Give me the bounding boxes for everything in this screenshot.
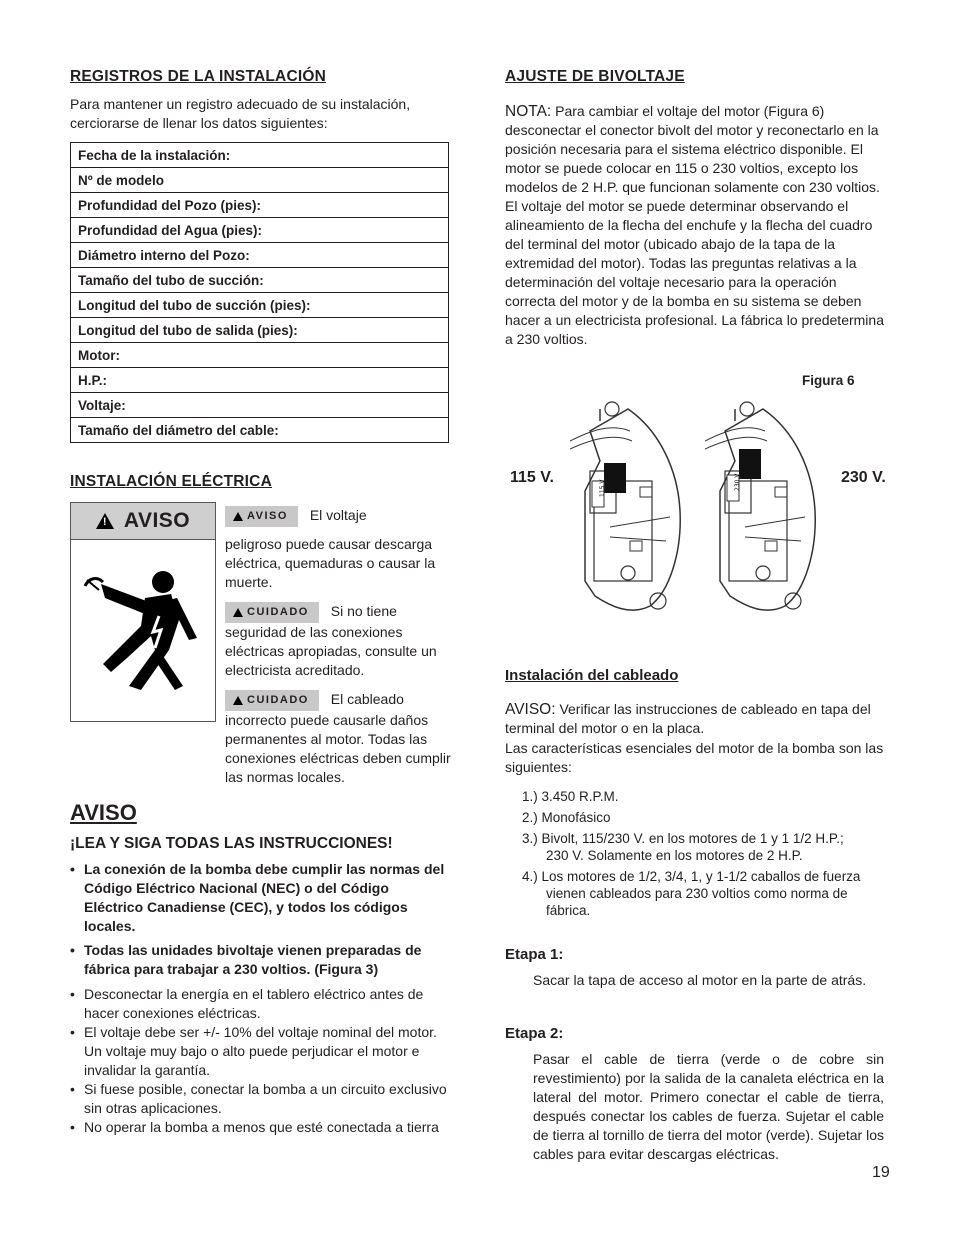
badge-label: AVISO bbox=[247, 510, 288, 522]
table-row bbox=[71, 393, 449, 418]
table-cell: Motor: bbox=[71, 343, 449, 368]
warning-text-start: El cableado bbox=[330, 691, 404, 708]
aviso-label: AVISO: bbox=[505, 701, 556, 718]
table-cell: Nº de modelo bbox=[71, 168, 449, 193]
warning-triangle-icon bbox=[233, 696, 243, 705]
list-item: • Desconectar la energía en el tablero eléctrico antes de hacer conexiones eléctricas. bbox=[70, 985, 450, 1023]
aviso-text: Verificar las instrucciones de cableado en tapa del terminal del motor o en la placa. bbox=[505, 701, 871, 736]
table-row bbox=[71, 143, 449, 168]
table-cell: Profundidad del Agua (pies): bbox=[71, 218, 449, 243]
list-item: 2.) Monofásico bbox=[522, 810, 611, 825]
table-row bbox=[71, 193, 449, 218]
warning-box-header bbox=[71, 503, 215, 540]
label-115v: 115 V. bbox=[510, 469, 554, 486]
table-row bbox=[71, 368, 449, 393]
table-row bbox=[71, 343, 449, 368]
figure-caption: Figura 6 bbox=[802, 373, 855, 388]
terminal-diagram-230v bbox=[705, 401, 830, 616]
table-cell: Longitud del tubo de succión (pies): bbox=[71, 293, 449, 318]
registros-table bbox=[70, 142, 449, 443]
table-row bbox=[71, 243, 449, 268]
registros-heading: REGISTROS DE LA INSTALACIÓN bbox=[70, 68, 326, 85]
warning-text-start: El voltaje bbox=[309, 507, 367, 524]
electrica-heading: INSTALACIÓN ELÉCTRICA bbox=[70, 473, 272, 490]
warning-text-start: Si no tiene bbox=[330, 603, 397, 620]
list-item: 1.) 3.450 R.P.M. bbox=[522, 789, 619, 804]
table-row bbox=[71, 168, 449, 193]
etapa2-text: Pasar el cable de tierra (verde o de cobre sin revestimiento) por la salida de la canaleta eléctrica en la lateral del motor. Primero conectar el cable de tierra, después conectar los cables de fuerza. Sujetar el cable de tierra al tornillo de tierra del motor (verde). Sujetar los cables para evitar descargas eléctricas. bbox=[533, 1051, 884, 1162]
nota-text: Para cambiar el voltaje del motor (Figura 6) desconectar el conector bivolt del motor y reconectarlo en la posición necesaria para el sistema eléctrico disponible. El motor se puede colocar en 115 o 230 voltios, excepto los modelos de 2 H.P. que funcionan solamente con 230 voltios. El voltaje del motor se puede determinar observando el alineamiento de la flecha del enchufe y la flecha del cuadro del terminal del motor (ubicado abajo de la tapa de la extremidad del motor). Todas las preguntas relativas a la determinación del voltaje necesario para la operación correcta del motor y de la bomba en su sistema se deben hacer a un electricista profesional. La fábrica lo predetermina a 230 voltios. bbox=[505, 103, 884, 347]
list-item: • Si fuese posible, conectar la bomba a un circuito exclusivo sin otras aplicaciones. bbox=[70, 1080, 450, 1118]
etapa1-text: Sacar la tapa de acceso al motor en la parte de atrás. bbox=[533, 972, 867, 988]
voltage-figure bbox=[505, 401, 895, 641]
table-cell: Diámetro interno del Pozo: bbox=[71, 243, 449, 268]
table-cell: Tamaño del diámetro del cable: bbox=[71, 418, 449, 443]
cableado-intro: Las características esenciales del motor de la bomba son las siguientes: bbox=[505, 740, 884, 775]
table-cell: H.P.: bbox=[71, 368, 449, 393]
aviso-badge bbox=[225, 506, 298, 527]
aviso-heading: AVISO bbox=[70, 800, 137, 825]
list-item: 3.) Bivolt, 115/230 V. en los motores de 1 y 1 1/2 H.P.; 230 V. Solamente en los motores de 2 H.P. bbox=[522, 831, 844, 863]
electric-shock-icon bbox=[71, 540, 213, 720]
warning-text: seguridad de las conexiones eléctricas apropiadas, consulte un electricista acreditado. bbox=[225, 624, 437, 678]
shock-warning-box bbox=[70, 502, 216, 722]
bivoltaje-heading: AJUSTE DE BIVOLTAJE bbox=[505, 68, 685, 85]
warning-cuidado-connections bbox=[225, 602, 453, 680]
aviso-bullet-list bbox=[70, 860, 450, 1137]
svg-text:115 V: 115 V bbox=[599, 479, 606, 497]
page-number: 19 bbox=[872, 1164, 890, 1181]
list-item: • No operar la bomba a menos que esté conectada a tierra bbox=[70, 1118, 450, 1137]
motor-characteristics-list bbox=[505, 788, 865, 923]
label-230v: 230 V. bbox=[841, 469, 886, 486]
warning-text: incorrecto puede causarle daños permanentes al motor. Todas las conexiones eléctricas deben cumplir las normas locales. bbox=[225, 712, 451, 785]
terminal-diagram-115v bbox=[570, 401, 695, 616]
table-cell: Longitud del tubo de salida (pies): bbox=[71, 318, 449, 343]
warning-text: peligroso puede causar descarga eléctrica, quemaduras o causar la muerte. bbox=[225, 536, 436, 590]
cableado-aviso bbox=[505, 700, 885, 738]
cuidado-badge bbox=[225, 690, 319, 711]
aviso-subtitle: ¡LEA Y SIGA TODAS LAS INSTRUCCIONES! bbox=[70, 835, 393, 852]
table-row bbox=[71, 418, 449, 443]
table-cell: Voltaje: bbox=[71, 393, 449, 418]
list-item: 4.) Los motores de 1/2, 3/4, 1, y 1-1/2 caballos de fuerza vienen cableados para 230 voltios como norma de fábrica. bbox=[522, 869, 861, 918]
table-row bbox=[71, 268, 449, 293]
warning-aviso-voltage bbox=[225, 506, 453, 592]
registros-intro: Para mantener un registro adecuado de su instalación, cerciorarse de llenar los datos siguientes: bbox=[70, 96, 411, 131]
nota-label: NOTA: bbox=[505, 103, 552, 120]
cuidado-badge bbox=[225, 602, 319, 623]
warning-box-title: AVISO bbox=[123, 509, 191, 532]
table-row bbox=[71, 218, 449, 243]
warning-triangle-icon bbox=[233, 608, 243, 617]
table-cell: Profundidad del Pozo (pies): bbox=[71, 193, 449, 218]
badge-label: CUIDADO bbox=[247, 694, 309, 706]
table-row bbox=[71, 318, 449, 343]
cableado-heading: Instalación del cableado bbox=[505, 667, 679, 684]
table-cell: Tamaño del tubo de succión: bbox=[71, 268, 449, 293]
list-item: • El voltaje debe ser +/- 10% del voltaje nominal del motor. Un voltaje muy bajo o alto puede perjudicar el motor e invalidar la garantía. bbox=[70, 1023, 450, 1080]
etapa1-heading: Etapa 1: bbox=[505, 946, 564, 963]
warning-triangle-icon bbox=[233, 512, 243, 521]
table-cell: Fecha de la instalación: bbox=[71, 143, 449, 168]
etapa2-heading: Etapa 2: bbox=[505, 1025, 564, 1042]
list-item: • Todas las unidades bivoltaje vienen preparadas de fábrica para trabajar a 230 voltios. (Figura 3) bbox=[70, 941, 450, 979]
warning-triangle-icon bbox=[96, 513, 114, 529]
warning-cuidado-wiring bbox=[225, 690, 453, 787]
list-item: • La conexión de la bomba debe cumplir las normas del Código Eléctrico Nacional (NEC) o del Código Eléctrico Canadiense (CEC), y todos los códigos locales. bbox=[70, 860, 450, 936]
svg-text:230 V: 230 V bbox=[734, 473, 741, 491]
table-row bbox=[71, 293, 449, 318]
badge-label: CUIDADO bbox=[247, 606, 309, 618]
nota-paragraph bbox=[505, 102, 885, 349]
